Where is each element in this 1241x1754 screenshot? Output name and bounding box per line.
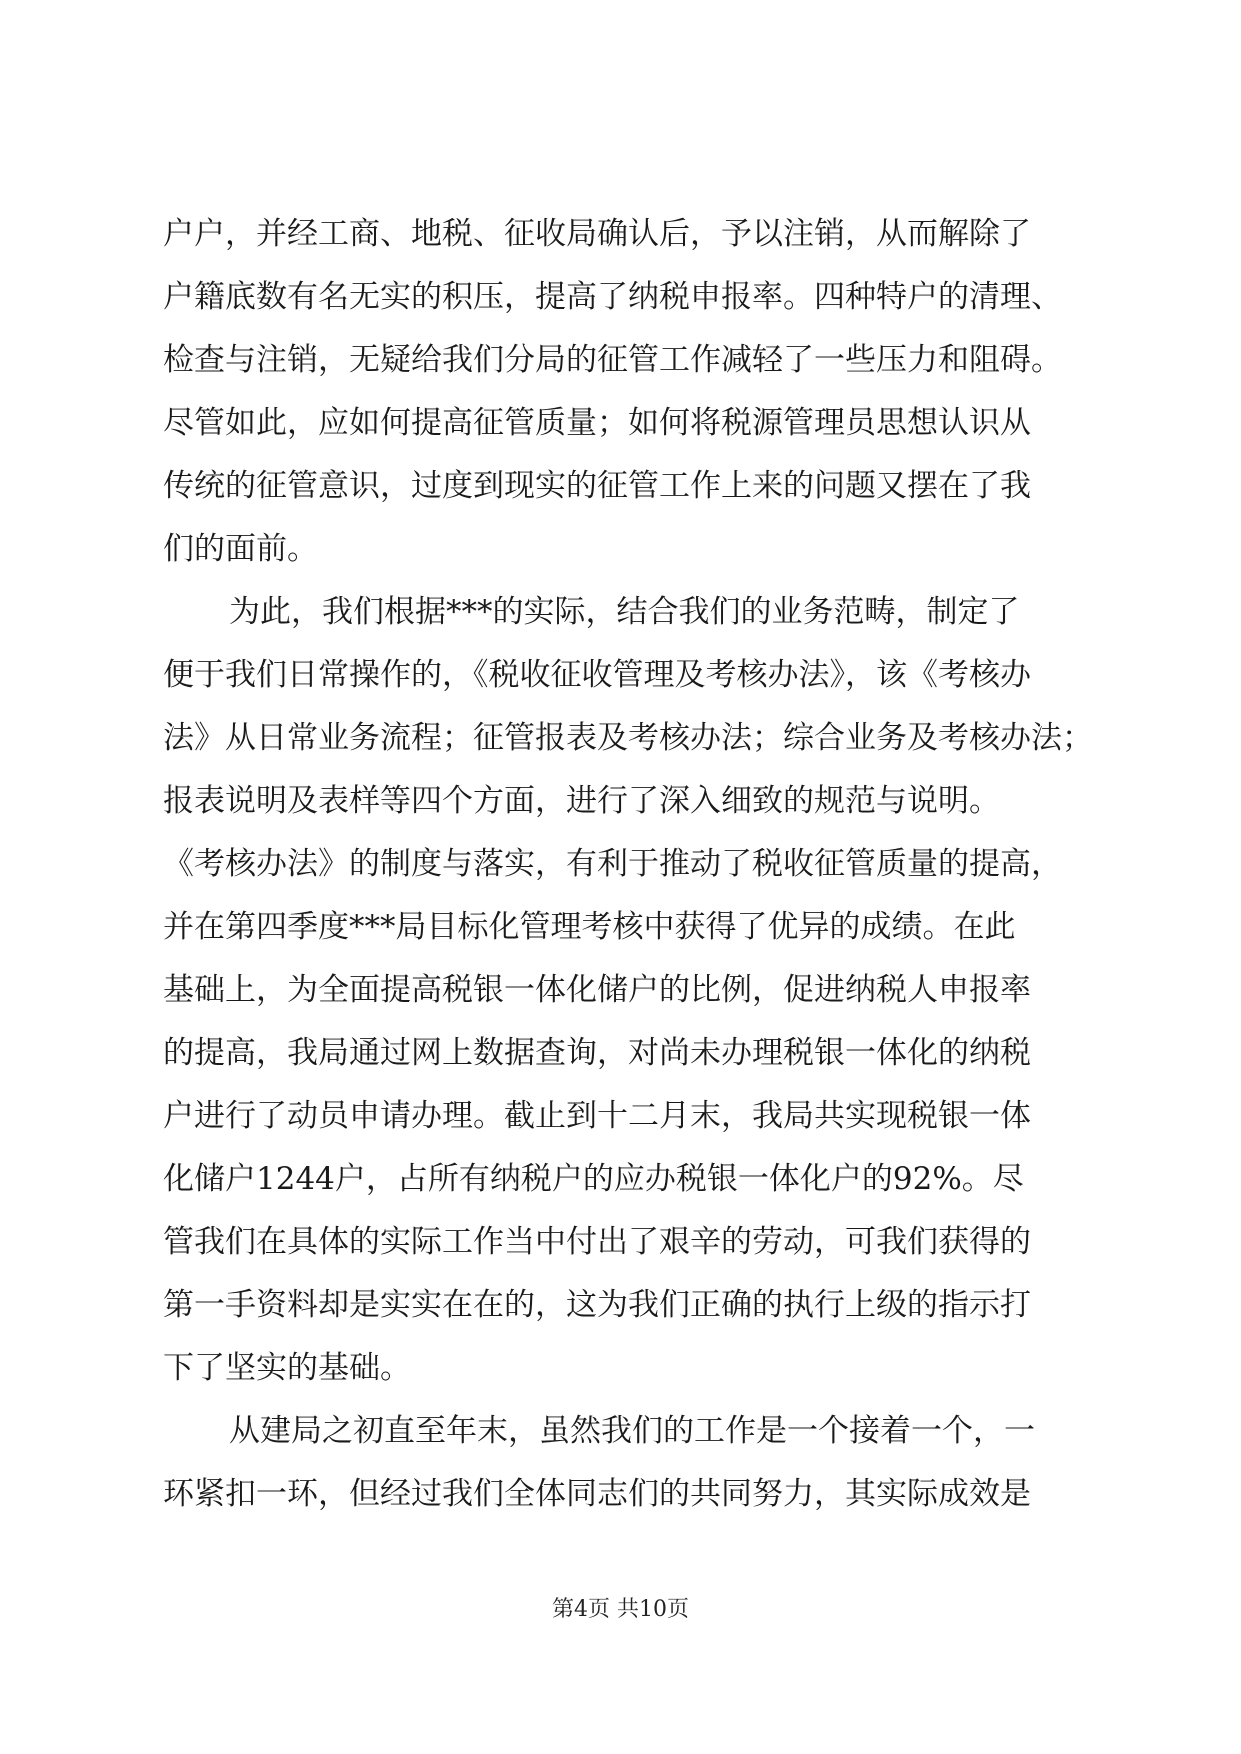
text-line: 环紧扣一环，但经过我们全体同志们的共同努力，其实际成效是 [163, 1476, 1031, 1512]
paragraph-3 [163, 1400, 1123, 1526]
text-line: 尽管如此，应如何提高征管质量；如何将税源管理员思想认识从 [163, 405, 1031, 441]
text-line: 基础上，为全面提高税银一体化储户的比例，促进纳税人申报率 [163, 972, 1031, 1008]
paragraph-1 [163, 203, 1123, 581]
text-line: 们的面前。 [163, 531, 318, 567]
page-footer [0, 1595, 1241, 1625]
text-line: 《考核办法》的制度与落实，有利于推动了税收征管质量的提高， [163, 846, 1062, 882]
page-number-indicator: 第4页 共10页 [552, 1597, 689, 1622]
document-body [163, 203, 1123, 1526]
text-line: 第一手资料却是实实在在的，这为我们正确的执行上级的指示打 [163, 1287, 1031, 1323]
text-line: 户进行了动员申请办理。截止到十二月末，我局共实现税银一体 [163, 1098, 1031, 1134]
text-line: 从建局之初直至年末，虽然我们的工作是一个接着一个，一 [229, 1413, 1035, 1449]
text-line: 管我们在具体的实际工作当中付出了艰辛的劳动，可我们获得的 [163, 1224, 1031, 1260]
text-line: 检查与注销，无疑给我们分局的征管工作减轻了一些压力和阻碍。 [163, 342, 1062, 378]
text-line: 的提高，我局通过网上数据查询，对尚未办理税银一体化的纳税 [163, 1035, 1031, 1071]
text-line: 传统的征管意识，过度到现实的征管工作上来的问题又摆在了我 [163, 468, 1031, 504]
text-line: 为此，我们根据***的实际，结合我们的业务范畴，制定了 [229, 594, 1020, 630]
text-line: 并在第四季度***局目标化管理考核中获得了优异的成绩。在此 [163, 909, 1016, 945]
text-line: 报表说明及表样等四个方面，进行了深入细致的规范与说明。 [163, 783, 1000, 819]
text-line: 便于我们日常操作的，《税收征收管理及考核办法》，该《考核办 [163, 657, 1031, 693]
text-line: 下了坚实的基础。 [163, 1350, 411, 1386]
text-line: 户籍底数有名无实的积压，提高了纳税申报率。四种特户的清理、 [163, 279, 1062, 315]
text-line: 户户，并经工商、地税、征收局确认后，予以注销，从而解除了 [163, 216, 1031, 252]
paragraph-2 [163, 581, 1123, 1400]
text-line: 化储户1244户，占所有纳税户的应办税银一体化户的92%。尽 [163, 1161, 1024, 1197]
text-line: 法》从日常业务流程；征管报表及考核办法；综合业务及考核办法； [163, 720, 1093, 756]
